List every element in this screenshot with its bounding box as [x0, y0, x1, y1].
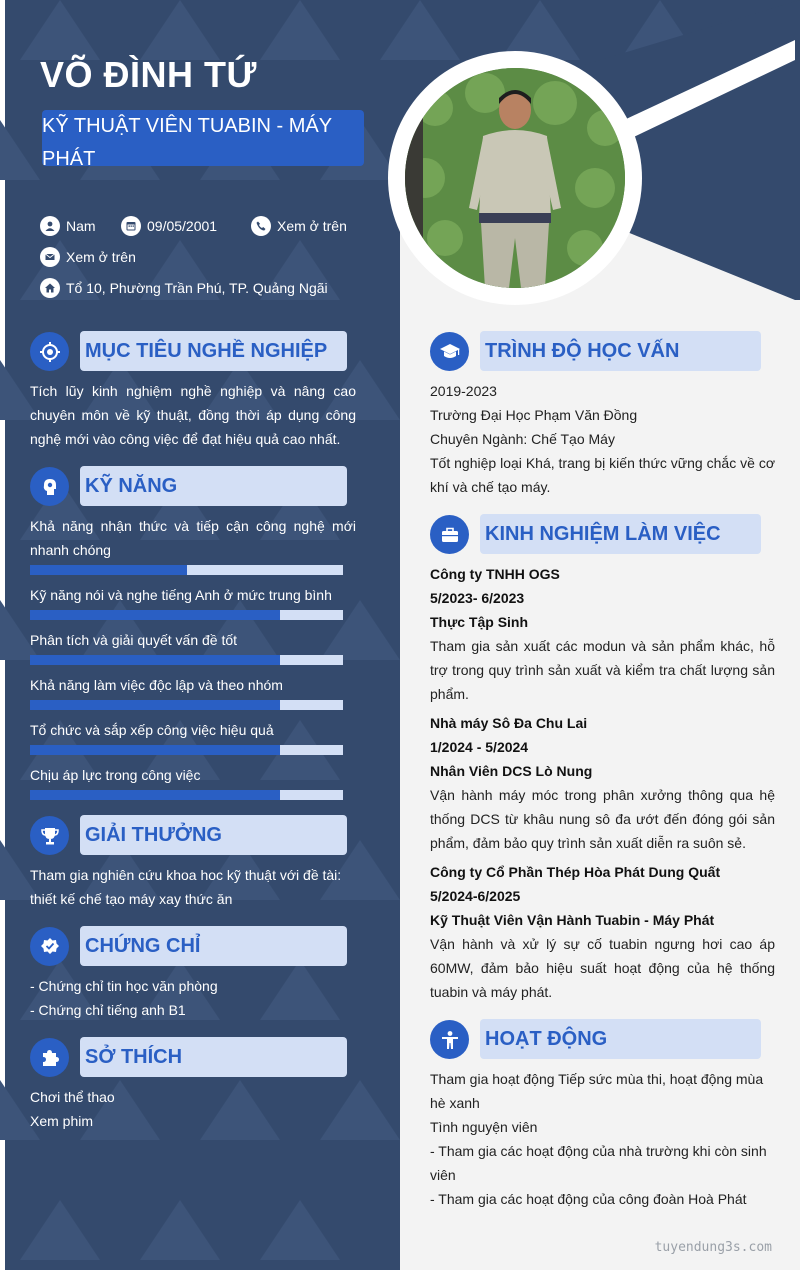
- skill-bar-fill: [30, 790, 280, 800]
- awards-text: Tham gia nghiên cứu khoa hoc kỹ thuật với đề tài: thiết kế chế tạo máy xay thức ăn: [30, 867, 342, 907]
- activity-item: - Tham gia các hoạt động của công đoàn Hoà Phát: [430, 1191, 747, 1207]
- certificate-item: - Chứng chỉ tin học văn phòng: [30, 978, 218, 994]
- badge-check-icon: [30, 927, 69, 966]
- experience-title: KINH NGHIỆM LÀM VIỆC: [485, 523, 721, 545]
- skills-header: [30, 466, 350, 506]
- education-major: Chuyên Ngành: Chế Tạo Máy: [430, 431, 615, 447]
- skill-bar-fill: [30, 700, 280, 710]
- activities-title: HOẠT ĐỘNG: [485, 1028, 608, 1050]
- job-company: Công ty TNHH OGS: [430, 566, 560, 582]
- trophy-icon: [30, 816, 69, 855]
- person-icon: [430, 1020, 469, 1059]
- activity-item: - Tham gia các hoạt động của nhà trường khi còn sinh viên: [430, 1143, 767, 1183]
- job-role: Thực Tập Sinh: [430, 614, 529, 630]
- skill-bar-fill: [30, 745, 280, 755]
- birthday-text: 09/05/2001: [147, 218, 218, 234]
- activity-item: Tham gia hoạt động Tiếp sức mùa thi, hoạt động mùa hè xanh: [430, 1071, 764, 1111]
- phone-icon: [251, 216, 271, 236]
- phone-text: Xem ở trên: [277, 218, 347, 234]
- job-description: Vận hành và xử lý sự cố tuabin ngưng hơi cao áp 60MW, đảm bảo hiệu suất hoạt động của hệ thống tuabin và máy phát.: [430, 936, 775, 1000]
- skill-label: Khả năng làm việc độc lập và theo nhóm: [30, 677, 283, 693]
- skill-bar: [30, 790, 343, 800]
- education-note: Tốt nghiệp loại Khá, trang bị kiến thức vững chắc về cơ khí và chế tạo máy.: [430, 455, 775, 495]
- hobbies-header: [30, 1037, 350, 1077]
- job-role: Nhân Viên DCS Lò Nung: [430, 763, 593, 779]
- briefcase-icon: [430, 515, 469, 554]
- awards-title: GIẢI THƯỞNG: [85, 824, 222, 846]
- skill-label: Tổ chức và sắp xếp công việc hiệu quả: [30, 722, 274, 738]
- skill-bar: [30, 700, 343, 710]
- education-header: [430, 331, 765, 371]
- email-info: [40, 247, 136, 267]
- address-info: [40, 278, 328, 298]
- skill-label: Phân tích và giải quyết vấn đề tốt: [30, 632, 238, 648]
- skills-title: KỸ NĂNG: [85, 475, 178, 497]
- target-icon: [30, 332, 69, 371]
- certificate-item: - Chứng chỉ tiếng anh B1: [30, 1002, 186, 1018]
- activities-header: [430, 1019, 765, 1059]
- job-company: Công ty Cổ Phần Thép Hòa Phát Dung Quất: [430, 864, 721, 880]
- graduation-cap-icon: [430, 332, 469, 371]
- position-title: KỸ THUẬT VIÊN TUABIN - MÁY PHÁT: [42, 115, 332, 170]
- skill-label: Khả năng nhận thức và tiếp cận công nghệ mới nhanh chóng: [30, 518, 356, 558]
- job-description: Vận hành máy móc trong phân xưởng thông qua hệ thống DCS từ khâu nung sô đa ướt đến đóng gói sản phẩm, đảm bảo quy trình sản xuất diễn ra suôn sẻ.: [430, 787, 775, 851]
- user-icon: [40, 216, 60, 236]
- certificates-title: CHỨNG CHỈ: [85, 935, 201, 957]
- gender-info: [40, 216, 96, 236]
- puzzle-icon: [30, 1038, 69, 1077]
- skill-label: Chịu áp lực trong công việc: [30, 767, 201, 783]
- brain-icon: [30, 467, 69, 506]
- skill-bar: [30, 565, 343, 575]
- calendar-icon: [121, 216, 141, 236]
- address-text: Tổ 10, Phường Trần Phú, TP. Quảng Ngãi: [66, 280, 328, 296]
- person-name: VÕ ĐÌNH TỨ: [40, 54, 257, 95]
- job-company: Nhà máy Sô Đa Chu Lai: [430, 715, 588, 731]
- skill-bar: [30, 655, 343, 665]
- certificates-header: [30, 926, 350, 966]
- email-text: Xem ở trên: [66, 249, 136, 265]
- phone-info: [251, 216, 347, 236]
- skill-bar-fill: [30, 610, 280, 620]
- hobby-item: Chơi thể thao: [30, 1089, 115, 1105]
- birthday-info: [121, 216, 217, 236]
- skill-bar: [30, 610, 343, 620]
- education-school: Trường Đại Học Phạm Văn Đồng: [430, 407, 638, 423]
- hobbies-title: SỞ THÍCH: [85, 1046, 183, 1068]
- skill-bar-fill: [30, 655, 280, 665]
- awards-header: [30, 815, 350, 855]
- watermark-text: tuyendung3s.com: [654, 1240, 772, 1255]
- skill-label: Kỹ năng nói và nghe tiếng Anh ở mức trung bình: [30, 587, 332, 603]
- skill-bar: [30, 745, 343, 755]
- education-years: 2019-2023: [430, 383, 497, 399]
- objective-header: [30, 331, 350, 371]
- job-period: 5/2023- 6/2023: [430, 590, 525, 606]
- job-period: 5/2024-6/2025: [430, 888, 521, 904]
- education-title: TRÌNH ĐỘ HỌC VẤN: [485, 340, 680, 362]
- hobby-item: Xem phim: [30, 1113, 94, 1129]
- activity-item: Tình nguyện viên: [430, 1119, 538, 1135]
- gender-text: Nam: [66, 218, 96, 234]
- job-description: Tham gia sản xuất các modun và sản phẩm khác, hỗ trợ trong quy trình sản xuất và kiểm tra chất lượng sản phẩm.: [430, 638, 775, 702]
- email-icon: [40, 247, 60, 267]
- avatar: [405, 68, 625, 288]
- experience-header: [430, 514, 765, 554]
- home-icon: [40, 278, 60, 298]
- objective-text: Tích lũy kinh nghiệm nghề nghiệp và nâng cao chuyên môn về kỹ thuật, đồng thời áp dụng công nghệ mới vào công việc để đạt hiệu quả cao nhất.: [30, 383, 356, 447]
- job-role: Kỹ Thuật Viên Vận Hành Tuabin - Máy Phát: [430, 912, 715, 928]
- skill-bar-fill: [30, 565, 187, 575]
- objective-title: MỤC TIÊU NGHỀ NGHIỆP: [85, 340, 328, 362]
- job-period: 1/2024 - 5/2024: [430, 739, 529, 755]
